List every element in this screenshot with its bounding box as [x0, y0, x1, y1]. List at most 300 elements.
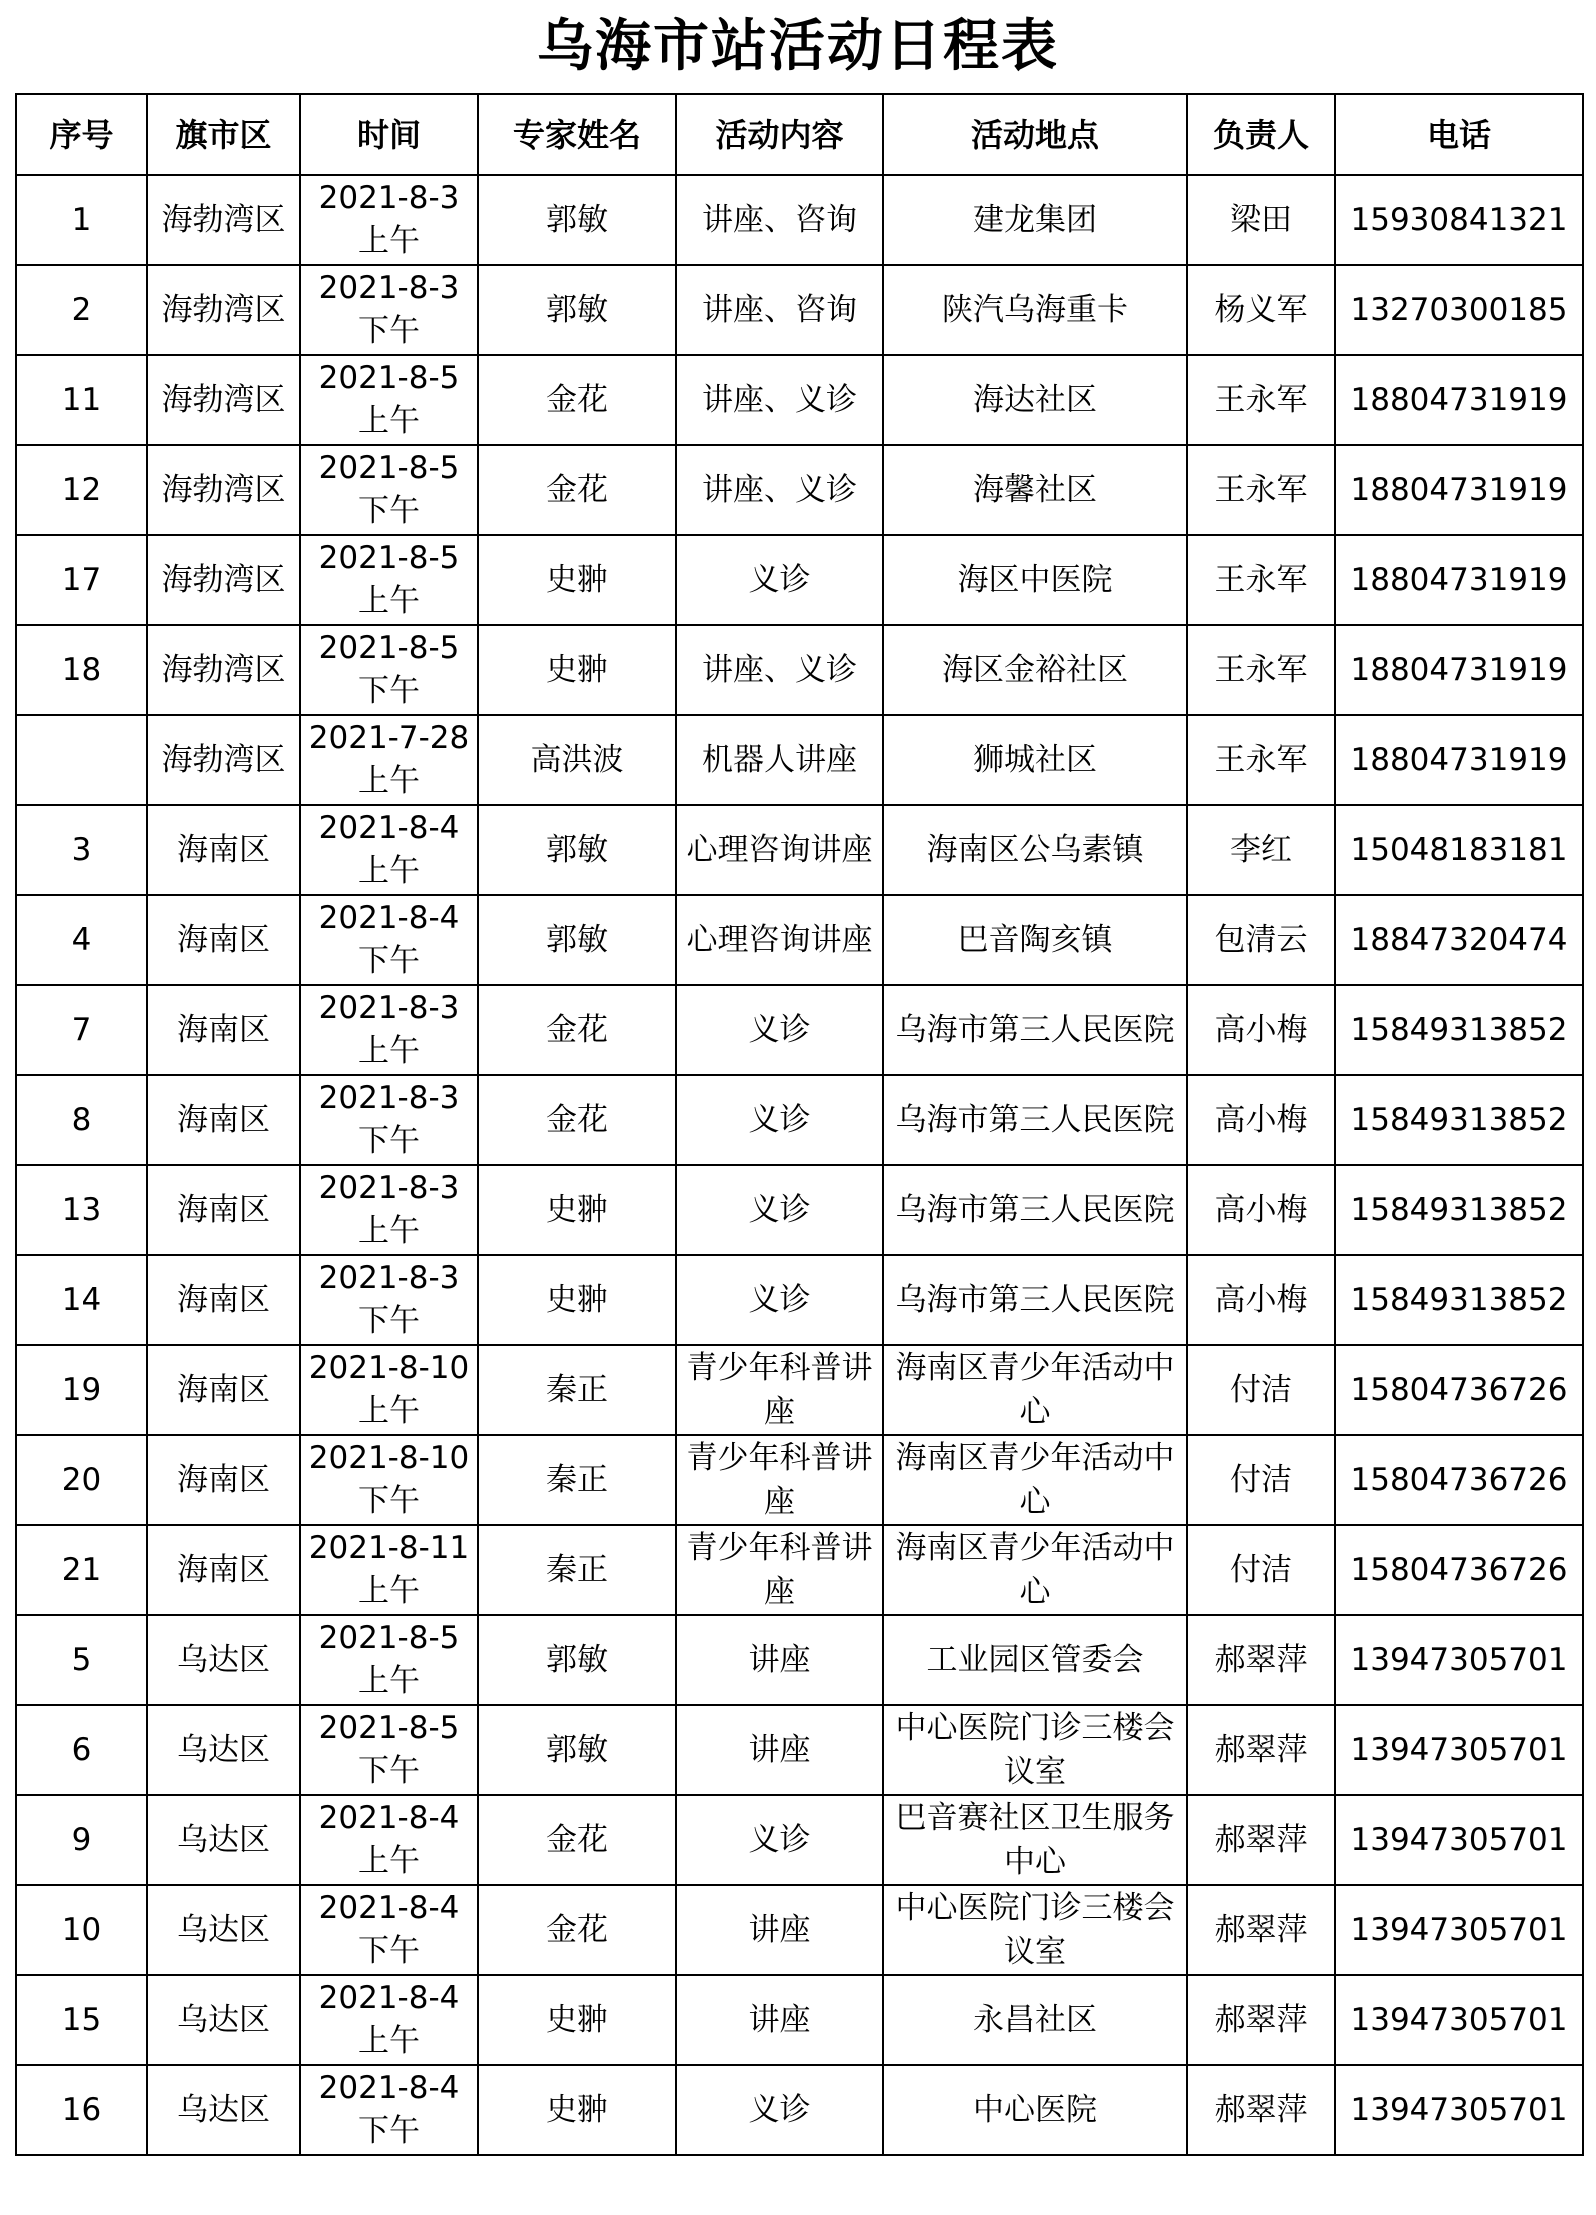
cell-district-text: 乌达区: [177, 1912, 270, 1948]
cell-no-text: 3: [71, 832, 92, 868]
table-row: [16, 1705, 1583, 1795]
table-row: [16, 175, 1583, 265]
cell-activity-text: 讲座、义诊: [702, 652, 857, 688]
cell-time-date: 2021-8-3: [318, 1080, 460, 1116]
cell-activity: [676, 1885, 883, 1975]
cell-contact-text: 王永军: [1214, 742, 1308, 778]
cell-district-text: 海勃湾区: [161, 562, 286, 598]
cell-expert: [478, 1525, 676, 1615]
cell-no-text: 16: [61, 2092, 102, 2128]
cell-location: [883, 355, 1187, 445]
cell-expert-text: 金花: [546, 1822, 608, 1858]
cell-district-text: 乌达区: [177, 2002, 270, 2038]
cell-expert-text: 史翀: [546, 2002, 608, 2038]
cell-expert: [478, 1345, 676, 1435]
cell-expert: [478, 1255, 676, 1345]
cell-time: [300, 1975, 478, 2065]
cell-phone: [1335, 985, 1583, 1075]
cell-expert: [478, 1795, 676, 1885]
cell-location-text: 巴音赛社区卫生服务中心: [895, 1800, 1175, 1880]
cell-contact: [1187, 1165, 1335, 1255]
schedule-body: [16, 175, 1583, 2155]
cell-contact-text: 李红: [1230, 832, 1292, 868]
cell-no-text: 17: [61, 562, 102, 598]
cell-time: [300, 715, 478, 805]
cell-location-text: 海南区公乌素镇: [926, 832, 1144, 868]
cell-activity: [676, 625, 883, 715]
cell-activity-text: 义诊: [748, 1822, 811, 1858]
cell-time-period: 上午: [358, 1213, 420, 1249]
cell-phone-text: 13947305701: [1350, 2092, 1568, 2128]
cell-location: [883, 985, 1187, 1075]
cell-expert: [478, 265, 676, 355]
cell-activity: [676, 805, 883, 895]
cell-no-text: 9: [71, 1822, 92, 1858]
cell-expert: [478, 1705, 676, 1795]
cell-expert: [478, 1165, 676, 1255]
cell-district-text: 海南区: [177, 922, 270, 958]
cell-activity-text: 机器人讲座: [702, 742, 857, 778]
cell-activity-text: 义诊: [748, 1282, 811, 1318]
cell-district-text: 海勃湾区: [161, 292, 286, 328]
cell-district-text: 海南区: [177, 1282, 270, 1318]
cell-no: [16, 895, 147, 985]
cell-contact: [1187, 535, 1335, 625]
col-header-location: 活动地点: [883, 94, 1187, 175]
cell-time-date: 2021-8-5: [318, 540, 460, 576]
cell-expert-text: 金花: [546, 382, 608, 418]
cell-activity-text: 义诊: [748, 1102, 811, 1138]
cell-location: [883, 1795, 1187, 1885]
cell-phone: [1335, 175, 1583, 265]
cell-activity-text: 讲座、咨询: [702, 292, 857, 328]
cell-activity: [676, 1075, 883, 1165]
cell-district-text: 海南区: [177, 1372, 270, 1408]
cell-location-text: 永昌社区: [973, 2002, 1097, 2038]
cell-activity-text: 青少年科普讲座: [686, 1440, 873, 1520]
cell-district-text: 海南区: [177, 832, 270, 868]
cell-phone: [1335, 1885, 1583, 1975]
cell-activity-text: 心理咨询讲座: [686, 832, 873, 868]
cell-contact-text: 王永军: [1214, 382, 1308, 418]
cell-expert-text: 郭敏: [546, 922, 608, 958]
cell-activity-text: 讲座、咨询: [702, 202, 857, 238]
cell-expert: [478, 1075, 676, 1165]
cell-location-text: 陕汽乌海重卡: [942, 292, 1128, 328]
cell-activity-text: 讲座: [748, 2002, 811, 2038]
cell-phone-text: 15048183181: [1350, 832, 1568, 868]
cell-contact: [1187, 2065, 1335, 2155]
cell-location: [883, 1705, 1187, 1795]
cell-location: [883, 445, 1187, 535]
cell-activity-text: 义诊: [748, 562, 811, 598]
cell-location-text: 巴音陶亥镇: [957, 922, 1113, 958]
cell-expert-text: 郭敏: [546, 832, 608, 868]
cell-time-date: 2021-8-4: [318, 1980, 460, 2016]
cell-contact-text: 郝翠萍: [1214, 2092, 1308, 2128]
cell-location-text: 海区中医院: [957, 562, 1113, 598]
cell-district-text: 海勃湾区: [161, 202, 286, 238]
cell-district-text: 海勃湾区: [161, 382, 286, 418]
cell-contact-text: 付洁: [1230, 1552, 1292, 1588]
table-row: [16, 805, 1583, 895]
cell-contact: [1187, 175, 1335, 265]
cell-no-text: 7: [71, 1012, 92, 1048]
cell-time-date: 2021-8-5: [318, 630, 460, 666]
cell-contact-text: 高小梅: [1214, 1192, 1308, 1228]
cell-no: [16, 1435, 147, 1525]
cell-district: [147, 1615, 300, 1705]
cell-time-period: 上午: [358, 583, 420, 619]
cell-no: [16, 1885, 147, 1975]
cell-time: [300, 1435, 478, 1525]
cell-phone: [1335, 2065, 1583, 2155]
cell-no-text: 19: [61, 1372, 102, 1408]
cell-phone-text: 13947305701: [1350, 1642, 1568, 1678]
table-row: [16, 1075, 1583, 1165]
cell-contact-text: 包清云: [1214, 922, 1308, 958]
cell-no-text: 11: [61, 382, 102, 418]
cell-location: [883, 1165, 1187, 1255]
cell-time-period: 上午: [358, 1573, 420, 1609]
table-row: [16, 1615, 1583, 1705]
cell-district: [147, 1075, 300, 1165]
cell-expert: [478, 2065, 676, 2155]
cell-no-text: 20: [61, 1462, 102, 1498]
cell-phone: [1335, 1255, 1583, 1345]
cell-time-date: 2021-8-3: [318, 1170, 460, 1206]
cell-location: [883, 1435, 1187, 1525]
cell-time-period: 上午: [358, 1393, 420, 1429]
cell-location: [883, 1525, 1187, 1615]
cell-activity: [676, 1615, 883, 1705]
cell-phone: [1335, 1075, 1583, 1165]
cell-district-text: 海勃湾区: [161, 742, 286, 778]
cell-contact-text: 梁田: [1230, 202, 1292, 238]
table-row: [16, 1165, 1583, 1255]
cell-activity-text: 讲座、义诊: [702, 472, 857, 508]
cell-phone-text: 13947305701: [1350, 1822, 1568, 1858]
cell-time-date: 2021-8-11: [308, 1530, 470, 1566]
cell-phone: [1335, 1795, 1583, 1885]
cell-expert: [478, 805, 676, 895]
cell-time: [300, 1885, 478, 1975]
cell-district-text: 海勃湾区: [161, 652, 286, 688]
cell-location-text: 乌海市第三人民医院: [895, 1192, 1175, 1228]
cell-phone: [1335, 895, 1583, 985]
cell-activity: [676, 355, 883, 445]
cell-time: [300, 1705, 478, 1795]
cell-time-date: 2021-8-3: [318, 180, 460, 216]
cell-activity-text: 心理咨询讲座: [686, 922, 873, 958]
cell-phone-text: 18804731919: [1350, 652, 1568, 688]
cell-contact: [1187, 985, 1335, 1075]
cell-phone: [1335, 715, 1583, 805]
cell-no: [16, 175, 147, 265]
cell-district: [147, 1345, 300, 1435]
cell-activity: [676, 445, 883, 535]
cell-expert-text: 郭敏: [546, 292, 608, 328]
cell-district: [147, 805, 300, 895]
cell-time-period: 上午: [358, 1663, 420, 1699]
cell-location: [883, 535, 1187, 625]
cell-phone-text: 18804731919: [1350, 562, 1568, 598]
cell-activity-text: 义诊: [748, 1012, 811, 1048]
cell-activity-text: 义诊: [748, 2092, 811, 2128]
cell-time-period: 下午: [358, 1483, 420, 1519]
cell-activity: [676, 1255, 883, 1345]
cell-no: [16, 625, 147, 715]
cell-time: [300, 1255, 478, 1345]
cell-activity-text: 青少年科普讲座: [686, 1350, 873, 1430]
col-header-phone: 电话: [1335, 94, 1583, 175]
cell-time: [300, 1795, 478, 1885]
cell-expert: [478, 1615, 676, 1705]
cell-phone-text: 18804731919: [1350, 472, 1568, 508]
table-row: [16, 355, 1583, 445]
cell-phone-text: 13947305701: [1350, 1732, 1568, 1768]
cell-expert: [478, 1435, 676, 1525]
cell-no-text: 12: [61, 472, 102, 508]
cell-contact-text: 郝翠萍: [1214, 2002, 1308, 2038]
cell-phone: [1335, 1165, 1583, 1255]
cell-no-text: 13: [61, 1192, 102, 1228]
cell-time-period: 上午: [358, 853, 420, 889]
table-row: [16, 1525, 1583, 1615]
cell-contact-text: 高小梅: [1214, 1282, 1308, 1318]
cell-phone: [1335, 1525, 1583, 1615]
cell-expert-text: 金花: [546, 1912, 608, 1948]
cell-time-date: 2021-8-3: [318, 1260, 460, 1296]
cell-time-period: 下午: [358, 673, 420, 709]
cell-no-text: 4: [71, 922, 92, 958]
cell-contact-text: 付洁: [1230, 1372, 1292, 1408]
cell-district: [147, 265, 300, 355]
cell-time-period: 下午: [358, 2113, 420, 2149]
cell-district: [147, 445, 300, 535]
cell-district: [147, 175, 300, 265]
cell-location-text: 中心医院: [973, 2092, 1097, 2128]
cell-expert-text: 金花: [546, 1012, 608, 1048]
cell-no-text: 18: [61, 652, 102, 688]
cell-no-text: 15: [61, 2002, 102, 2038]
cell-time: [300, 445, 478, 535]
cell-time-date: 2021-8-4: [318, 1800, 460, 1836]
cell-time: [300, 985, 478, 1075]
cell-location-text: 海南区青少年活动中心: [895, 1440, 1175, 1520]
cell-no: [16, 1165, 147, 1255]
cell-contact-text: 王永军: [1214, 652, 1308, 688]
cell-contact: [1187, 895, 1335, 985]
table-row: [16, 265, 1583, 355]
cell-time: [300, 1615, 478, 1705]
cell-phone-text: 15849313852: [1350, 1012, 1568, 1048]
cell-time-period: 下午: [358, 1303, 420, 1339]
table-row: [16, 1255, 1583, 1345]
cell-contact: [1187, 805, 1335, 895]
cell-contact: [1187, 265, 1335, 355]
col-header-activity: 活动内容: [676, 94, 883, 175]
table-row: [16, 535, 1583, 625]
cell-activity: [676, 1975, 883, 2065]
cell-phone-text: 15849313852: [1350, 1282, 1568, 1318]
cell-district-text: 乌达区: [177, 1732, 270, 1768]
cell-time-date: 2021-7-28: [308, 720, 470, 756]
cell-no: [16, 535, 147, 625]
cell-no-text: 21: [61, 1552, 102, 1588]
cell-expert-text: 秦正: [546, 1552, 608, 1588]
col-header-contact: 负责人: [1187, 94, 1335, 175]
cell-activity: [676, 1525, 883, 1615]
cell-contact-text: 郝翠萍: [1214, 1732, 1308, 1768]
cell-location-text: 海馨社区: [973, 472, 1097, 508]
cell-contact: [1187, 445, 1335, 535]
cell-district-text: 乌达区: [177, 1822, 270, 1858]
cell-contact-text: 高小梅: [1214, 1012, 1308, 1048]
cell-time-period: 上午: [358, 223, 420, 259]
cell-location: [883, 1615, 1187, 1705]
cell-location: [883, 715, 1187, 805]
cell-expert-text: 史翀: [546, 562, 608, 598]
cell-time-date: 2021-8-4: [318, 900, 460, 936]
cell-activity: [676, 265, 883, 355]
cell-district-text: 海勃湾区: [161, 472, 286, 508]
schedule-table: [15, 93, 1584, 2156]
cell-no-text: 1: [71, 202, 92, 238]
cell-time: [300, 265, 478, 355]
cell-location: [883, 625, 1187, 715]
cell-time-date: 2021-8-4: [318, 1890, 460, 1926]
cell-activity: [676, 715, 883, 805]
cell-district: [147, 535, 300, 625]
cell-location-text: 乌海市第三人民医院: [895, 1012, 1175, 1048]
cell-contact-text: 郝翠萍: [1214, 1822, 1308, 1858]
table-row: [16, 715, 1583, 805]
cell-expert: [478, 715, 676, 805]
cell-phone: [1335, 265, 1583, 355]
cell-time-period: 下午: [358, 1933, 420, 1969]
cell-location: [883, 2065, 1187, 2155]
cell-district: [147, 1435, 300, 1525]
cell-contact: [1187, 1885, 1335, 1975]
cell-phone: [1335, 1345, 1583, 1435]
cell-expert-text: 郭敏: [546, 202, 608, 238]
cell-location-text: 海达社区: [973, 382, 1097, 418]
cell-district: [147, 2065, 300, 2155]
col-header-time: 时间: [300, 94, 478, 175]
cell-phone: [1335, 1615, 1583, 1705]
table-row: [16, 1885, 1583, 1975]
cell-district: [147, 1255, 300, 1345]
cell-time: [300, 1075, 478, 1165]
cell-no-text: 6: [71, 1732, 92, 1768]
cell-activity: [676, 1165, 883, 1255]
page-title: 乌海市站活动日程表: [537, 14, 1059, 79]
col-header-expert: 专家姓名: [478, 94, 676, 175]
cell-expert: [478, 1975, 676, 2065]
cell-activity-text: 青少年科普讲座: [686, 1530, 873, 1610]
cell-district: [147, 355, 300, 445]
cell-time: [300, 895, 478, 985]
cell-time: [300, 175, 478, 265]
cell-expert-text: 史翀: [546, 2092, 608, 2128]
cell-time-period: 上午: [358, 763, 420, 799]
table-row: [16, 625, 1583, 715]
cell-time-period: 下午: [358, 1123, 420, 1159]
cell-location: [883, 805, 1187, 895]
cell-expert-text: 秦正: [546, 1462, 608, 1498]
cell-phone-text: 13270300185: [1350, 292, 1568, 328]
cell-time: [300, 2065, 478, 2155]
cell-district-text: 乌达区: [177, 2092, 270, 2128]
cell-phone-text: 18804731919: [1350, 742, 1568, 778]
table-row: [16, 895, 1583, 985]
cell-district: [147, 1705, 300, 1795]
cell-no: [16, 1075, 147, 1165]
cell-activity-text: 讲座: [748, 1642, 811, 1678]
table-row: [16, 1975, 1583, 2065]
cell-district: [147, 985, 300, 1075]
cell-district: [147, 1975, 300, 2065]
cell-expert-text: 高洪波: [530, 742, 624, 778]
cell-no: [16, 715, 147, 805]
cell-no: [16, 265, 147, 355]
cell-phone-text: 13947305701: [1350, 1912, 1568, 1948]
cell-no-text: 2: [71, 292, 92, 328]
cell-no: [16, 445, 147, 535]
col-header-district: 旗市区: [147, 94, 300, 175]
cell-expert: [478, 445, 676, 535]
table-row: [16, 445, 1583, 535]
cell-district: [147, 1885, 300, 1975]
cell-district-text: 海南区: [177, 1102, 270, 1138]
cell-phone: [1335, 1435, 1583, 1525]
cell-contact: [1187, 1795, 1335, 1885]
cell-location-text: 海南区青少年活动中心: [895, 1350, 1175, 1430]
cell-location: [883, 895, 1187, 985]
cell-district: [147, 1165, 300, 1255]
cell-time-date: 2021-8-10: [308, 1350, 470, 1386]
cell-activity: [676, 175, 883, 265]
cell-no: [16, 1615, 147, 1705]
cell-time-period: 上午: [358, 403, 420, 439]
cell-no: [16, 355, 147, 445]
col-header-no: 序号: [16, 94, 147, 175]
table-row: [16, 1345, 1583, 1435]
cell-time-date: 2021-8-4: [318, 2070, 460, 2106]
table-row: [16, 1435, 1583, 1525]
cell-location: [883, 1345, 1187, 1435]
cell-no-text: 5: [71, 1642, 92, 1678]
cell-time-date: 2021-8-3: [318, 990, 460, 1026]
cell-contact: [1187, 1255, 1335, 1345]
cell-contact: [1187, 355, 1335, 445]
cell-phone: [1335, 355, 1583, 445]
cell-activity-text: 讲座: [748, 1732, 811, 1768]
cell-location: [883, 1975, 1187, 2065]
cell-no: [16, 1705, 147, 1795]
cell-time-period: 上午: [358, 1033, 420, 1069]
cell-contact: [1187, 1525, 1335, 1615]
cell-time-period: 下午: [358, 313, 420, 349]
cell-expert: [478, 625, 676, 715]
cell-contact: [1187, 1705, 1335, 1795]
cell-no-text: 8: [71, 1102, 92, 1138]
cell-phone-text: 15804736726: [1350, 1372, 1568, 1408]
cell-time-date: 2021-8-3: [318, 270, 460, 306]
cell-phone-text: 15930841321: [1350, 202, 1568, 238]
cell-expert-text: 金花: [546, 1102, 608, 1138]
